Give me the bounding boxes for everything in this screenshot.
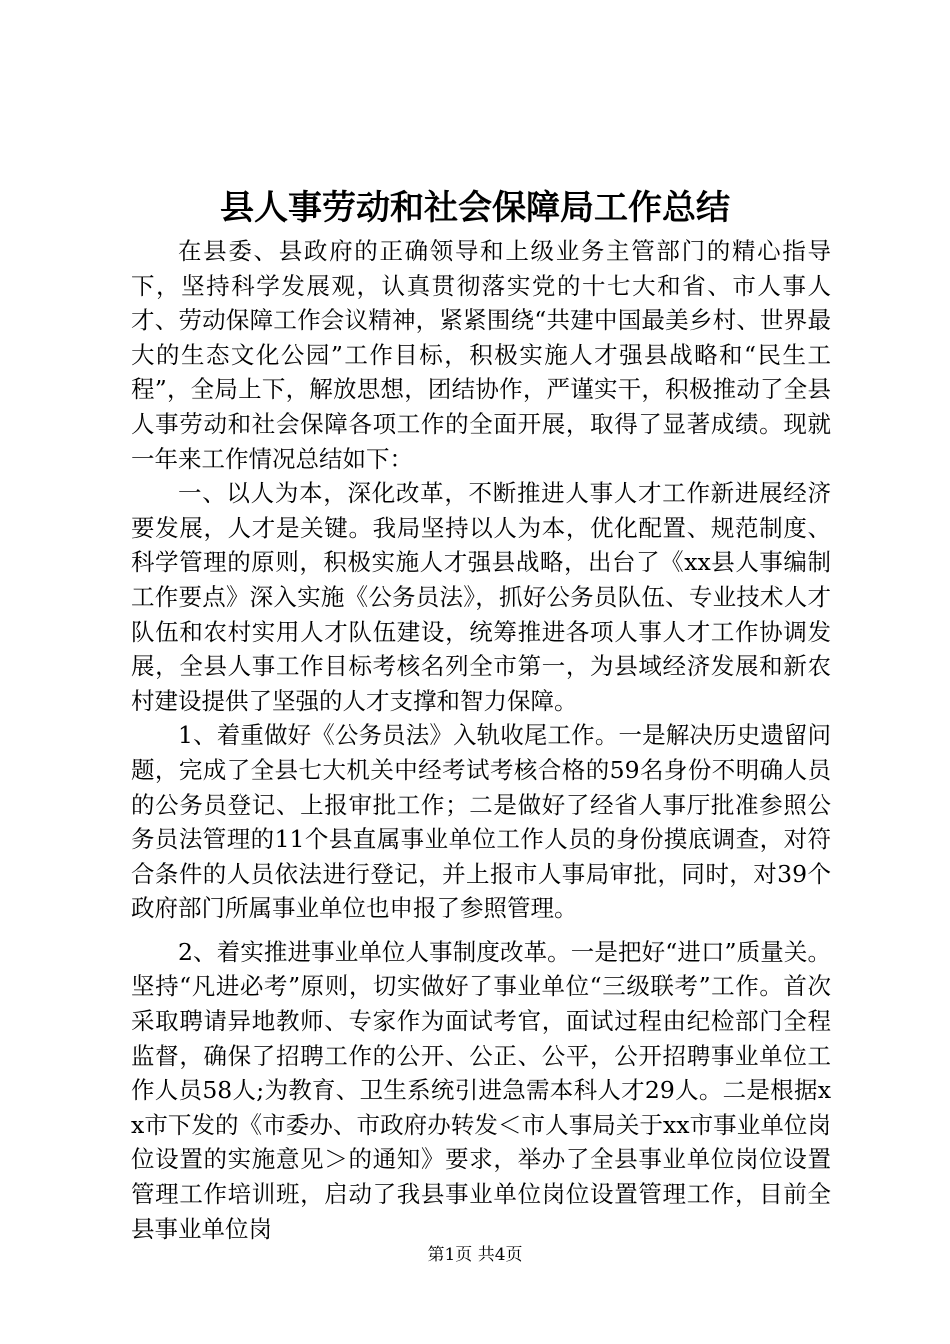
paragraph-intro: 在县委、县政府的正确领导和上级业务主管部门的精心指导下，坚持科学发展观，认真贯彻落实党的十七大和省、市人事人才、劳动保障工作会议精神，紧紧围绕“共建中国最美乡村、世界最大的生态文化公园”工作目标，积极实施人才强县战略和“民生工程”，全局上下，解放思想，团结协作，严谨实干，积极推动了全县人事劳动和社会保障各项工作的全面开展，取得了显著成绩。现就一年来工作情况总结如下： (131, 237, 831, 473)
document-body (131, 234, 831, 1246)
paragraph-item-two: 2、着实推进事业单位人事制度改革。一是把好“进口”质量关。坚持“凡进必考”原则，切实做好了事业单位“三级联考”工作。首次采取聘请异地教师、专家作为面试考官，面试过程由纪检部门全程监督，确保了招聘工作的公开、公正、公平，公开招聘事业单位工作人员58人;为教育、卫生系统引进急需本科人才29人。二是根据xx市下发的《市委办、市政府办转发＜市人事局关于xx市事业单位岗位设置的实施意见＞的通知》要求，举办了全县事业单位岗位设置管理工作培训班，启动了我县事业单位岗位设置管理工作，目前全县事业单位岗 (131, 937, 831, 1243)
paragraph-section-one: 一、以人为本，深化改革，不断推进人事人才工作新进展经济要发展，人才是关键。我局坚持以人为本，优化配置、规范制度、科学管理的原则，积极实施人才强县战略，出台了《xx县人事编制工作要点》深入实施《公务员法》，抓好公务员队伍、专业技术人才队伍和农村实用人才队伍建设，统筹推进各项人事人才工作协调发展，全县人事工作目标考核名列全市第一，为县域经济发展和新农村建设提供了坚强的人才支撑和智力保障。 (131, 479, 831, 715)
page-number-footer: 第1页 共4页 (427, 1245, 523, 1265)
document-title: 县人事劳动和社会保障局工作总结 (220, 188, 730, 228)
paragraph-item-one: 1、着重做好《公务员法》入轨收尾工作。一是解决历史遗留问题，完成了全县七大机关中经考试考核合格的59名身份不明确人员的公务员登记、上报审批工作；二是做好了经省人事厅批准参照公务员法管理的11个县直属事业单位工作人员的身份摸底调查，对符合条件的人员依法进行登记，并上报市人事局审批，同时，对39个政府部门所属事业单位也申报了参照管理。 (131, 721, 831, 923)
